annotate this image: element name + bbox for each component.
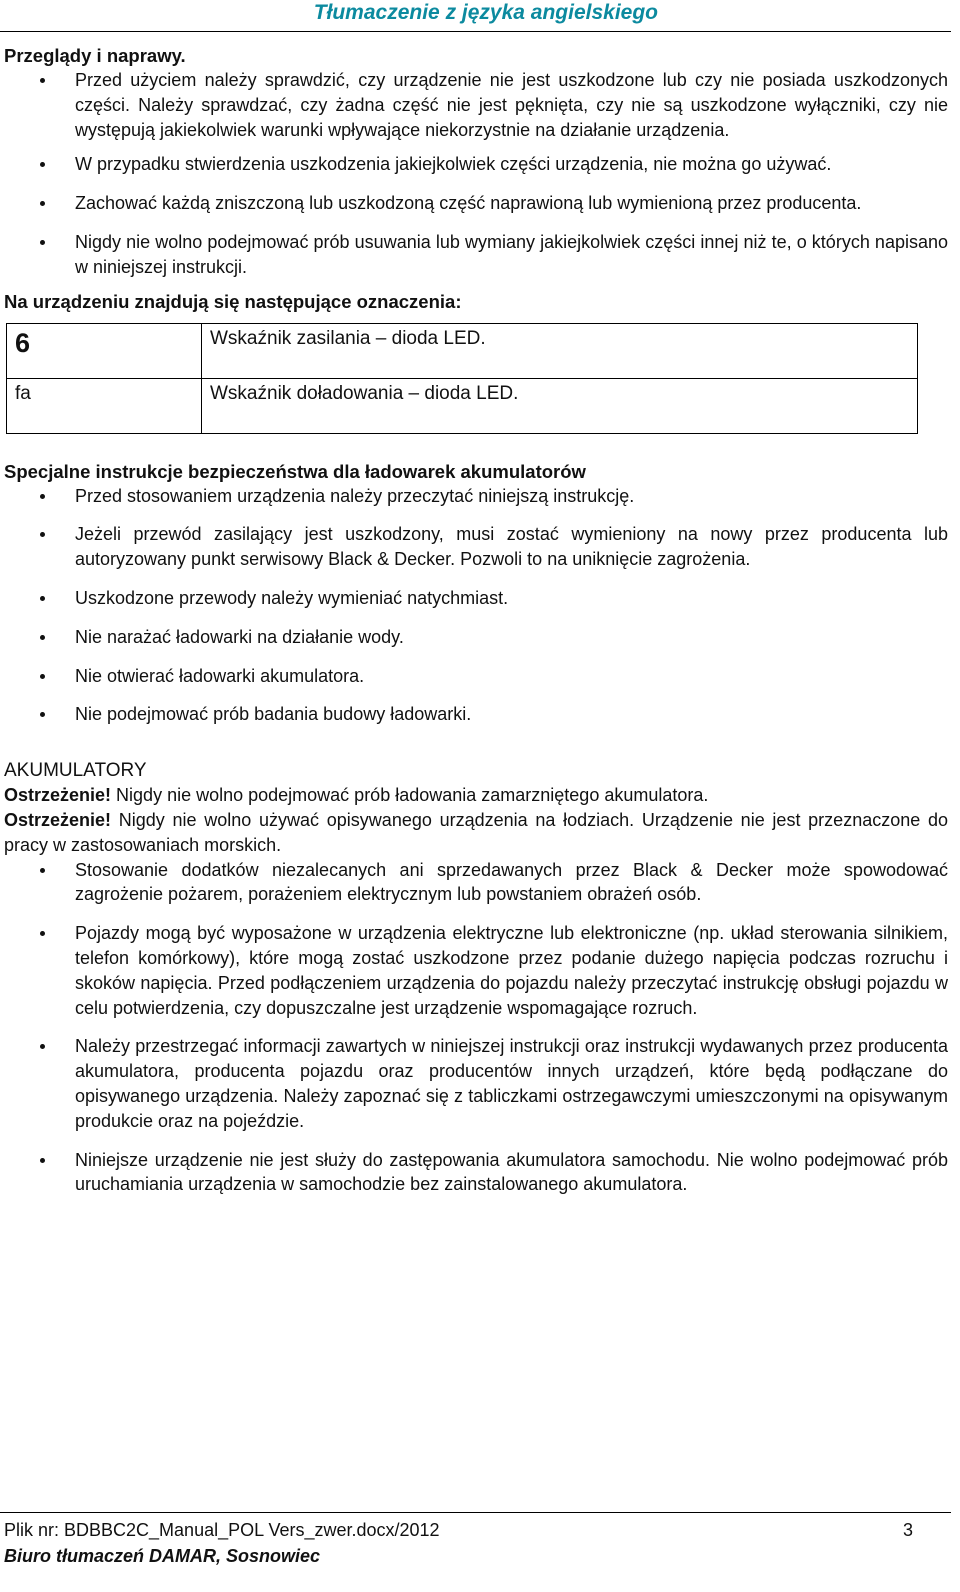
- list-item: Nigdy nie wolno podejmować prób usuwania lub wymiany jakiejkolwiek części innej niż te, o których napisano w niniejszej instrukcji.: [4, 230, 948, 280]
- section-heading-markings: Na urządzeniu znajdują się następujące oznaczenia:: [4, 290, 462, 312]
- charge-symbol: fa: [15, 382, 31, 404]
- list-item: Przed użyciem należy sprawdzić, czy urządzenie nie jest uszkodzone lub czy nie posiada uszkodzonych części. Należy sprawdzać, czy żadna część nie jest pęknięta, czy nie są uszkodzone wyłączniki, czy nie występują jakiekolwiek warunki wpływające niekorzystnie na działanie urządzenia.: [4, 68, 948, 142]
- page-number: 3: [902, 1520, 913, 1540]
- warning-text: Nigdy nie wolno podejmować prób ładowania zamarzniętego akumulatora.: [111, 785, 709, 806]
- inspections-list: [4, 68, 948, 280]
- footer-office: Biuro tłumaczeń DAMAR, Sosnowiec: [4, 1546, 321, 1566]
- footer-file-name: Plik nr: BDBBC2C_Manual_POL Vers_zwer.docx/2012: [4, 1520, 440, 1540]
- description-cell: Wskaźnik zasilania – dioda LED.: [202, 323, 918, 378]
- warning-label: Ostrzeżenie!: [4, 809, 112, 830]
- list-item: Stosowanie dodatków niezalecanych ani sprzedawanych przez Black & Decker może spowodować zagrożenie pożarem, porażeniem elektrycznym lub powstaniem obrażeń osób.: [4, 858, 948, 908]
- section-heading-inspections: Przeglądy i naprawy.: [4, 45, 186, 66]
- warning-text: Nigdy nie wolno używać opisywanego urządzenia na łodziach. Urządzenie nie jest przeznaczone do pracy w zastosowaniach morskich.: [4, 809, 948, 855]
- section-heading-batteries: AKUMULATORY: [4, 760, 147, 782]
- list-item: Niniejsze urządzenie nie jest służy do zastępowania akumulatora samochodu. Nie wolno podejmować prób uruchamiania urządzenia w samochodzie bez zainstalowanego akumulatora.: [4, 1148, 948, 1198]
- document-body: [4, 44, 948, 1197]
- list-item: W przypadku stwierdzenia uszkodzenia jakiejkolwiek części urządzenia, nie można go używać.: [4, 152, 948, 177]
- warning-boats: [4, 808, 948, 858]
- header-title: Tłumaczenie z języka angielskiego: [313, 1, 658, 24]
- section-heading-charger-safety: Specjalne instrukcje bezpieczeństwa dla ładowarek akumulatorów: [4, 460, 586, 482]
- power-symbol: 6: [15, 327, 32, 358]
- list-item: Należy przestrzegać informacji zawartych w niniejszej instrukcji oraz instrukcji wydawanych przez producenta akumulatora, producenta pojazdu oraz producentów innych urządzeń, które będą podłączane do opisywanego urządzenia. Należy zapoznać się z tabliczkami ostrzegawczymi umieszczonymi na opisywanym produkcie oraz na pojeździe.: [4, 1034, 948, 1133]
- list-item: Jeżeli przewód zasilający jest uszkodzony, musi zostać wymieniony na nowy przez producenta lub autoryzowany punkt serwisowy Black & Decker. Pozwoli to na uniknięcie zagrożenia.: [4, 522, 948, 572]
- list-item: Przed stosowaniem urządzenia należy przeczytać niniejszą instrukcję.: [4, 484, 948, 509]
- list-item: Nie narażać ładowarki na działanie wody.: [4, 625, 948, 650]
- description-cell: Wskaźnik doładowania – dioda LED.: [202, 378, 918, 433]
- footer-divider: [0, 1512, 951, 1513]
- warning-label: Ostrzeżenie!: [4, 785, 112, 806]
- warning-frozen-battery: [4, 783, 948, 808]
- page-header: [0, 0, 951, 32]
- markings-table: [6, 323, 918, 434]
- footer-file-line: [4, 1520, 913, 1541]
- table-row: [7, 378, 918, 433]
- list-item: Pojazdy mogą być wyposażone w urządzenia elektryczne lub elektroniczne (np. układ sterowania silnikiem, telefon komórkowy), które mogą zostać uszkodzone przez podanie dużego napięcia podczas rozruchu i skoków napięcia. Przed podłączeniem urządzenia do pojazdu należy przeczytać instrukcję obsługi pojazdu w celu potwierdzenia, czy dopuszczalne jest urządzenie wspomagające rozruch.: [4, 921, 948, 1020]
- list-item: Zachować każdą zniszczoną lub uszkodzoną część naprawioną lub wymienioną przez producenta.: [4, 191, 948, 216]
- symbol-cell: [7, 323, 202, 378]
- symbol-cell: [7, 378, 202, 433]
- battery-list: [4, 858, 948, 1198]
- charger-safety-list: [4, 484, 948, 728]
- list-item: Uszkodzone przewody należy wymieniać natychmiast.: [4, 586, 948, 611]
- table-row: [7, 323, 918, 378]
- list-item: Nie podejmować prób badania budowy ładowarki.: [4, 702, 948, 727]
- list-item: Nie otwierać ładowarki akumulatora.: [4, 664, 948, 689]
